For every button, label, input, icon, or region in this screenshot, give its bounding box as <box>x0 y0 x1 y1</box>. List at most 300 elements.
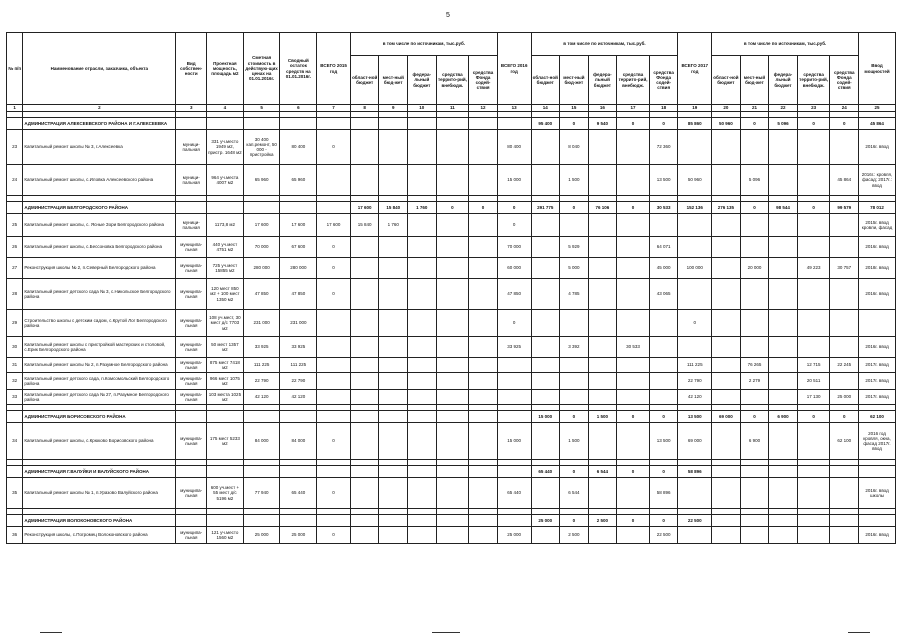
amount-cell <box>350 390 379 405</box>
column-number-row <box>7 105 896 112</box>
header-src-local: мест-ный бюд-жет <box>379 56 408 105</box>
column-number: 21 <box>740 105 769 112</box>
amount-cell <box>712 258 741 279</box>
amount-cell <box>436 423 469 460</box>
amount-cell <box>350 237 379 258</box>
row-number: 27 <box>7 258 23 279</box>
amount-cell <box>588 130 617 165</box>
amount-cell: 33 925 <box>497 337 531 358</box>
header-remainder: Сводный остаток средств на 01.01.2016г. <box>280 33 317 105</box>
amount-cell: 0 <box>740 202 769 214</box>
object-name: Капитальный ремонт школы, с. Ясные Зори Белгородского района <box>23 214 176 237</box>
amount-cell <box>712 130 741 165</box>
column-number: 2 <box>23 105 176 112</box>
remainder-cell: 84 000 <box>280 423 317 460</box>
amount-cell <box>436 337 469 358</box>
amount-cell: 0 <box>560 515 589 527</box>
amount-cell <box>350 130 379 165</box>
amount-cell: 45 000 <box>649 258 678 279</box>
column-number: 19 <box>678 105 712 112</box>
column-number: 17 <box>617 105 650 112</box>
amount-cell <box>317 358 351 373</box>
header-total-2017: ВСЕГО 2017 год <box>678 33 712 105</box>
row-number: 36 <box>7 527 23 544</box>
amount-cell <box>740 478 769 509</box>
amount-cell <box>408 310 437 337</box>
amount-cell <box>712 237 741 258</box>
amount-cell <box>207 118 244 130</box>
amount-cell: 0 <box>317 423 351 460</box>
amount-cell: 0 <box>317 527 351 544</box>
section-row <box>7 466 896 478</box>
amount-cell <box>678 279 712 310</box>
header-ownership: Вид собствен-ности <box>176 33 207 105</box>
amount-cell <box>531 214 560 237</box>
amount-cell <box>560 390 589 405</box>
remainder-cell: 111 225 <box>280 358 317 373</box>
amount-cell <box>436 411 469 423</box>
amount-cell: 0 <box>617 466 650 478</box>
empty-cell <box>7 202 23 214</box>
table-row <box>7 527 896 544</box>
amount-cell: 78 012 <box>859 202 896 214</box>
amount-cell <box>469 423 498 460</box>
capacity-cell: 120 мест 850 м2 + 100 мест 1350 м2 <box>207 279 244 310</box>
amount-cell <box>617 373 650 390</box>
column-number: 25 <box>859 105 896 112</box>
remainder-cell: 67 600 <box>280 237 317 258</box>
column-number: 8 <box>350 105 379 112</box>
amount-cell <box>740 527 769 544</box>
amount-cell <box>317 337 351 358</box>
amount-cell: 0 <box>497 214 531 237</box>
remainder-cell: 280 000 <box>280 258 317 279</box>
amount-cell: 5 096 <box>769 118 798 130</box>
header-num: № п/п <box>7 33 23 105</box>
amount-cell <box>469 237 498 258</box>
column-number: 18 <box>649 105 678 112</box>
amount-cell: 0 <box>830 411 859 423</box>
amount-cell <box>436 390 469 405</box>
section-row <box>7 411 896 423</box>
capacity-cell: 725 уч.мест 15855 м2 <box>207 258 244 279</box>
header-src-fund: средства Фонда содей-ствия <box>469 56 498 105</box>
amount-cell <box>830 310 859 337</box>
amount-cell: 0 <box>317 258 351 279</box>
amount-cell: 62 100 <box>830 423 859 460</box>
amount-cell <box>769 527 798 544</box>
amount-cell: 45 864 <box>859 118 896 130</box>
amount-cell <box>379 390 408 405</box>
remainder-cell: 65 960 <box>280 165 317 196</box>
amount-cell <box>712 165 741 196</box>
amount-cell <box>243 515 280 527</box>
amount-cell: 0 <box>317 237 351 258</box>
amount-cell: 2 500 <box>560 527 589 544</box>
amount-cell <box>350 466 379 478</box>
commissioning-cell: 2016 год кровля, окна, фасад 2017г. ввод <box>859 423 896 460</box>
object-name: Капитальный ремонт школы № 1, п.Уразово Валуйского района <box>23 478 176 509</box>
header-estimate: Сметная стоимость в действую-щих ценах на 01.01.2016г. <box>243 33 280 105</box>
column-number: 1 <box>7 105 23 112</box>
amount-cell <box>408 423 437 460</box>
amount-cell <box>797 237 830 258</box>
amount-cell <box>469 466 498 478</box>
amount-cell: 291 775 <box>531 202 560 214</box>
amount-cell <box>769 478 798 509</box>
amount-cell: 0 <box>649 515 678 527</box>
remainder-cell: 33 925 <box>280 337 317 358</box>
estimate-cell: 65 960 <box>243 165 280 196</box>
amount-cell <box>617 165 650 196</box>
amount-cell <box>859 466 896 478</box>
amount-cell: 64 071 <box>649 237 678 258</box>
section-row <box>7 202 896 214</box>
amount-cell <box>531 258 560 279</box>
amount-cell: 9 540 <box>588 118 617 130</box>
commissioning-cell: 2016г. ввод <box>859 337 896 358</box>
ownership-cell: муници-пальная <box>176 165 207 196</box>
amount-cell <box>712 279 741 310</box>
column-number: 6 <box>280 105 317 112</box>
amount-cell <box>740 337 769 358</box>
amount-cell <box>797 130 830 165</box>
amount-cell: 0 <box>649 466 678 478</box>
amount-cell: 30 757 <box>830 258 859 279</box>
amount-cell <box>436 358 469 373</box>
section-title: АДМИНИСТРАЦИЯ БЕЛГОРОДСКОГО РАЙОНА <box>23 202 176 214</box>
amount-cell <box>769 358 798 373</box>
amount-cell <box>769 337 798 358</box>
amount-cell <box>769 390 798 405</box>
amount-cell: 4 785 <box>560 279 589 310</box>
estimate-cell: 30 400 кап.ремонт, 50 000 - пристройка <box>243 130 280 165</box>
column-number: 10 <box>408 105 437 112</box>
amount-cell <box>408 214 437 237</box>
amount-cell <box>588 279 617 310</box>
amount-cell <box>350 478 379 509</box>
remainder-cell: 231 000 <box>280 310 317 337</box>
amount-cell <box>469 130 498 165</box>
amount-cell: 0 <box>469 202 498 214</box>
amount-cell <box>469 118 498 130</box>
amount-cell <box>408 466 437 478</box>
amount-cell: 69 000 <box>678 423 712 460</box>
amount-cell: 0 <box>317 478 351 509</box>
amount-cell: 25 000 <box>531 515 560 527</box>
amount-cell <box>531 337 560 358</box>
amount-cell: 49 223 <box>797 258 830 279</box>
ownership-cell: муниципа-льная <box>176 358 207 373</box>
amount-cell <box>317 118 351 130</box>
amount-cell <box>678 237 712 258</box>
amount-cell <box>436 165 469 196</box>
commissioning-cell: 2016г. ввод <box>859 130 896 165</box>
amount-cell <box>379 310 408 337</box>
section-row <box>7 118 896 130</box>
amount-cell <box>350 423 379 460</box>
amount-cell <box>408 515 437 527</box>
commissioning-cell: 2017г. ввод <box>859 373 896 390</box>
row-number: 31 <box>7 358 23 373</box>
amount-cell <box>830 237 859 258</box>
row-number: 25 <box>7 214 23 237</box>
amount-cell <box>797 423 830 460</box>
amount-cell: 62 100 <box>859 411 896 423</box>
ownership-cell: муниципа-льная <box>176 310 207 337</box>
estimate-cell: 111 225 <box>243 358 280 373</box>
amount-cell <box>350 337 379 358</box>
amount-cell <box>588 237 617 258</box>
amount-cell <box>712 373 741 390</box>
amount-cell <box>379 423 408 460</box>
column-number: 11 <box>436 105 469 112</box>
amount-cell <box>350 358 379 373</box>
amount-cell: 0 <box>649 118 678 130</box>
table-row <box>7 478 896 509</box>
remainder-cell: 47 850 <box>280 279 317 310</box>
amount-cell <box>379 237 408 258</box>
header-src-territorial: средства террито-рий, внебюдж. <box>797 56 830 105</box>
amount-cell <box>280 118 317 130</box>
amount-cell <box>207 411 244 423</box>
amount-cell <box>379 466 408 478</box>
amount-cell <box>469 527 498 544</box>
amount-cell <box>617 527 650 544</box>
remainder-cell: 65 440 <box>280 478 317 509</box>
amount-cell: 13 500 <box>678 411 712 423</box>
object-name: Капитальный ремонт школы № 2, п.Разумное Белгородского района <box>23 358 176 373</box>
amount-cell: 6 544 <box>588 466 617 478</box>
capacity-cell: 875 мест 7418 м2 <box>207 358 244 373</box>
amount-cell <box>350 165 379 196</box>
amount-cell <box>588 423 617 460</box>
amount-cell: 25 000 <box>830 390 859 405</box>
table-row <box>7 130 896 165</box>
ownership-cell: муниципа-льная <box>176 423 207 460</box>
amount-cell: 17 130 <box>797 390 830 405</box>
capacity-cell: 50 мест 1357 м2 <box>207 337 244 358</box>
amount-cell <box>469 258 498 279</box>
amount-cell <box>317 390 351 405</box>
amount-cell <box>379 279 408 310</box>
header-src-fund: средства Фонда содей-ствия <box>649 56 678 105</box>
column-number: 16 <box>588 105 617 112</box>
amount-cell <box>379 478 408 509</box>
amount-cell <box>176 466 207 478</box>
amount-cell <box>649 337 678 358</box>
amount-cell <box>317 466 351 478</box>
amount-cell <box>436 527 469 544</box>
amount-cell <box>588 165 617 196</box>
table-row <box>7 279 896 310</box>
amount-cell: 0 <box>560 411 589 423</box>
object-name: Капитальный ремонт школы, с.Бессоновка Белгородского района <box>23 237 176 258</box>
amount-cell <box>617 423 650 460</box>
object-name: Реконструкция школы, с.Погромец Волоконовского района <box>23 527 176 544</box>
table-row <box>7 165 896 196</box>
object-name: Капитальный ремонт школы № 3, г.Алексеевка <box>23 130 176 165</box>
commissioning-cell <box>859 310 896 337</box>
amount-cell <box>797 337 830 358</box>
object-name: Капитальный ремонт школы, с.Крюково Борисовского района <box>23 423 176 460</box>
commissioning-cell: 2016г. ввод <box>859 527 896 544</box>
amount-cell <box>617 237 650 258</box>
commissioning-cell: 2015г. ввод кровли, фасад <box>859 214 896 237</box>
amount-cell <box>436 258 469 279</box>
ownership-cell: муниципа-льная <box>176 279 207 310</box>
amount-cell: 95 400 <box>531 118 560 130</box>
header-src-regional: област-ной бюджет <box>350 56 379 105</box>
amount-cell: 15 000 <box>497 165 531 196</box>
amount-cell <box>176 411 207 423</box>
amount-cell <box>350 258 379 279</box>
object-name: Капитальный ремонт школы с пристройкой мастерских и столовой, с.Ерик Белгородского района <box>23 337 176 358</box>
column-number: 13 <box>497 105 531 112</box>
amount-cell <box>531 423 560 460</box>
amount-cell <box>830 478 859 509</box>
amount-cell <box>678 214 712 237</box>
amount-cell <box>740 466 769 478</box>
amount-cell <box>436 130 469 165</box>
amount-cell <box>588 310 617 337</box>
amount-cell <box>408 527 437 544</box>
table-row <box>7 390 896 405</box>
amount-cell <box>830 373 859 390</box>
estimate-cell: 33 925 <box>243 337 280 358</box>
amount-cell <box>712 310 741 337</box>
amount-cell <box>469 373 498 390</box>
amount-cell: 5 096 <box>740 165 769 196</box>
amount-cell: 1 760 <box>379 214 408 237</box>
amount-cell: 0 <box>678 310 712 337</box>
amount-cell: 30 533 <box>649 202 678 214</box>
amount-cell <box>497 466 531 478</box>
table-row <box>7 237 896 258</box>
amount-cell: 0 <box>617 118 650 130</box>
column-number: 14 <box>531 105 560 112</box>
amount-cell <box>531 373 560 390</box>
amount-cell: 65 440 <box>497 478 531 509</box>
page-number: 5 <box>446 12 450 19</box>
amount-cell: 15 000 <box>497 423 531 460</box>
capacity-cell: 964 уч.места 4007 м2 <box>207 165 244 196</box>
remainder-cell: 80 400 <box>280 130 317 165</box>
header-sources-2015: в том числе по источникам, тыс.руб. <box>350 33 497 56</box>
footer-rule <box>40 632 62 633</box>
amount-cell: 0 <box>617 411 650 423</box>
amount-cell <box>379 373 408 390</box>
header-sources-2016: в том числе по источникам, тыс.руб. <box>531 33 678 56</box>
amount-cell: 70 000 <box>497 237 531 258</box>
row-number: 33 <box>7 390 23 405</box>
ownership-cell: муниципа-льная <box>176 478 207 509</box>
ownership-cell: муниципа-льная <box>176 390 207 405</box>
table-row <box>7 337 896 358</box>
amount-cell <box>649 358 678 373</box>
amount-cell <box>769 423 798 460</box>
amount-cell <box>617 390 650 405</box>
amount-cell <box>350 310 379 337</box>
amount-cell: 50 960 <box>678 165 712 196</box>
capacity-cell: 121 уч.место 1560 м2 <box>207 527 244 544</box>
amount-cell: 60 000 <box>497 258 531 279</box>
header-src-territorial: средства террито-рий, внебюдж. <box>436 56 469 105</box>
capacity-cell: 1173,8 м2 <box>207 214 244 237</box>
amount-cell: 0 <box>560 118 589 130</box>
column-number: 5 <box>243 105 280 112</box>
amount-cell <box>408 337 437 358</box>
capacity-cell: 103 места 1025 м2 <box>207 390 244 405</box>
amount-cell <box>317 202 351 214</box>
estimate-cell: 22 790 <box>243 373 280 390</box>
amount-cell <box>617 130 650 165</box>
amount-cell <box>176 515 207 527</box>
amount-cell: 1 760 <box>408 202 437 214</box>
ownership-cell: муници-пальная <box>176 214 207 237</box>
amount-cell <box>588 214 617 237</box>
capacity-cell: 440 уч.мест 4751 м2 <box>207 237 244 258</box>
amount-cell: 1 500 <box>588 411 617 423</box>
amount-cell: 100 000 <box>678 258 712 279</box>
amount-cell: 76 106 <box>588 202 617 214</box>
amount-cell <box>497 515 531 527</box>
amount-cell <box>497 373 531 390</box>
amount-cell <box>560 358 589 373</box>
row-number: 34 <box>7 423 23 460</box>
amount-cell <box>588 337 617 358</box>
amount-cell <box>436 118 469 130</box>
amount-cell: 13 500 <box>649 423 678 460</box>
amount-cell: 17 600 <box>350 202 379 214</box>
amount-cell: 22 790 <box>678 373 712 390</box>
amount-cell <box>830 466 859 478</box>
amount-cell <box>588 358 617 373</box>
amount-cell: 69 000 <box>712 411 741 423</box>
amount-cell <box>207 466 244 478</box>
amount-cell: 111 225 <box>678 358 712 373</box>
amount-cell: 0 <box>740 118 769 130</box>
amount-cell <box>740 237 769 258</box>
amount-cell <box>408 390 437 405</box>
header-src-local: мест-ный бюд-жет <box>740 56 769 105</box>
row-number: 24 <box>7 165 23 196</box>
amount-cell <box>588 390 617 405</box>
ownership-cell: муниципа-льная <box>176 337 207 358</box>
amount-cell <box>408 279 437 310</box>
remainder-cell: 42 120 <box>280 390 317 405</box>
amount-cell <box>350 279 379 310</box>
object-name: Строительство школы с детским садом, с.Крутой Лог Белгородского района <box>23 310 176 337</box>
amount-cell <box>436 279 469 310</box>
amount-cell: 0 <box>497 202 531 214</box>
amount-cell <box>379 411 408 423</box>
column-number: 9 <box>379 105 408 112</box>
amount-cell <box>712 214 741 237</box>
amount-cell <box>280 515 317 527</box>
amount-cell <box>617 358 650 373</box>
amount-cell <box>769 373 798 390</box>
amount-cell <box>740 390 769 405</box>
amount-cell <box>531 358 560 373</box>
amount-cell: 25 000 <box>497 527 531 544</box>
amount-cell <box>207 202 244 214</box>
column-number: 20 <box>712 105 741 112</box>
header-src-fund: средства Фонда содей-ствия <box>830 56 859 105</box>
amount-cell <box>740 310 769 337</box>
amount-cell: 0 <box>317 130 351 165</box>
row-number: 26 <box>7 237 23 258</box>
